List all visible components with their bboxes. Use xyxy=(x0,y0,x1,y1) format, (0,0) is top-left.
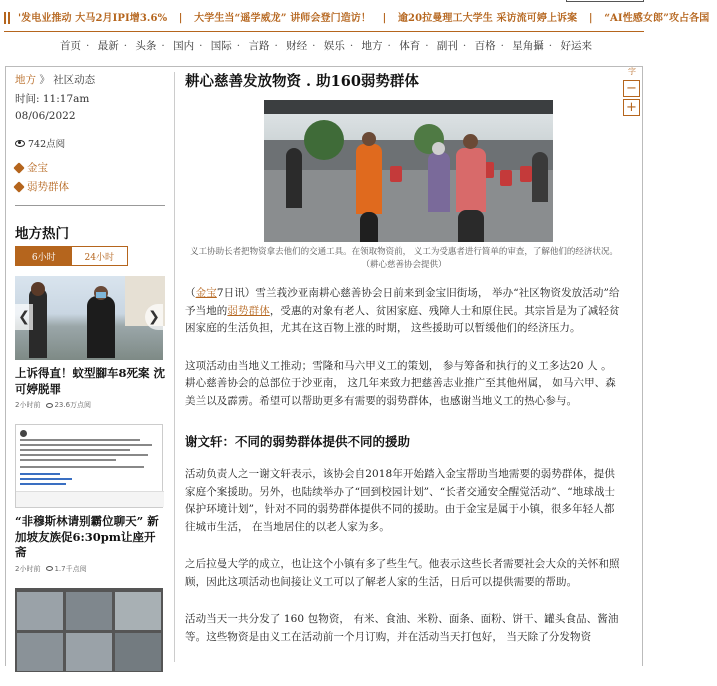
paragraph-text: （ xyxy=(185,287,196,299)
article-paragraph: 活动负责人之一谢文轩表示，该协会自2018年开始踏入金宝帮助当地需要的弱势群体，提供家庭个案援助。另外，也陆续举办了“回到校园计划”、“长者交通安全醒觉活动”、“地球战士保护环境计划”，针对不同的弱势群体提供不同的援助。由于金宝是属于小镇，很多年轻人都往城市生活， 在当地居住的以老人家为多。 xyxy=(185,468,616,533)
hot-item-headline[interactable]: 上诉得直！蚊型腳车8死案 沈可婷脱罪 xyxy=(15,366,166,396)
font-size-label: 字 xyxy=(628,67,636,76)
thumbnail-link-line xyxy=(20,483,66,485)
thumbnail-text-line xyxy=(20,459,116,461)
thumbnail-text-line xyxy=(20,439,140,441)
photo-person xyxy=(286,148,302,208)
thumbnail-figure-head xyxy=(31,282,45,296)
ticker-item[interactable]: 逾20拉曼理工大学生 采访流可婷上诉案 xyxy=(397,13,578,24)
hot-item-time: 2小时前 xyxy=(15,564,41,573)
tab-24-hours[interactable]: 24小时 xyxy=(84,252,114,263)
thumbnail-text-line xyxy=(20,454,148,456)
nav-item-baige[interactable]: 百格 xyxy=(474,40,496,52)
hot-item[interactable] xyxy=(15,424,165,574)
photo-chair xyxy=(500,170,512,186)
photo-tree xyxy=(304,120,344,160)
photo-person-legs xyxy=(360,212,378,242)
thumbnail-figure xyxy=(87,296,115,358)
tag-icon xyxy=(13,181,24,192)
tag-label[interactable]: 金宝 xyxy=(27,162,48,174)
nav-dot: · xyxy=(199,40,203,52)
eye-icon xyxy=(46,566,53,571)
nav-item-lucky[interactable]: 好运来 xyxy=(560,40,592,52)
nav-dot: · xyxy=(462,40,467,52)
nav-item-home[interactable]: 首页 xyxy=(60,40,82,52)
thumbnail-link-line xyxy=(20,473,60,475)
thumbnail-cctv-cell xyxy=(66,592,112,630)
photo-roof xyxy=(264,100,553,114)
photo-person-legs xyxy=(458,210,484,242)
nav-dot: · xyxy=(123,40,128,52)
font-size-tools xyxy=(623,66,641,116)
photo-person xyxy=(428,152,450,212)
nav-dot: · xyxy=(500,40,504,52)
article-paragraph xyxy=(185,285,623,338)
thumbnail-cctv-cell xyxy=(66,633,112,671)
ticker-separator: | xyxy=(382,13,387,24)
breadcrumb xyxy=(15,72,165,87)
ticker-track xyxy=(18,9,717,24)
tag-label[interactable]: 弱势群体 xyxy=(27,181,69,193)
hot-item[interactable] xyxy=(15,588,165,672)
nav-item-headlines[interactable]: 头条 xyxy=(135,40,157,52)
photo-person xyxy=(532,152,548,202)
thumbnail-link-line xyxy=(20,478,72,480)
thumbnail-text-line xyxy=(20,444,152,446)
thumbnail-cctv-cell xyxy=(17,592,63,630)
article xyxy=(185,72,623,646)
thumbnail-post-footer xyxy=(16,491,164,507)
nav-dot: · xyxy=(161,40,165,52)
photo-chair xyxy=(390,166,402,182)
article-title: 耕心慈善发放物资 . 助160弱势群体 xyxy=(185,73,419,90)
photo-person-volunteer xyxy=(356,144,382,214)
nav-item-international[interactable]: 国际 xyxy=(210,40,232,52)
nav-dot: · xyxy=(274,40,278,52)
font-increase-button[interactable]: + xyxy=(623,99,640,116)
nav-dot: · xyxy=(86,40,90,52)
nav-dot: · xyxy=(387,40,391,52)
publish-time: 时间: 11:17am xyxy=(15,93,90,105)
column-divider xyxy=(174,72,175,662)
hot-item-meta xyxy=(15,564,165,574)
nav-item-entertainment[interactable]: 娱乐 xyxy=(323,40,345,52)
breadcrumb-separator: 》 xyxy=(39,74,50,86)
hot-item-views-text: 1.7千点阅 xyxy=(54,564,87,573)
view-count-text: 742点阅 xyxy=(28,139,66,150)
nav-item-sports[interactable]: 体育 xyxy=(399,40,421,52)
photo-person-head xyxy=(362,132,376,146)
thumbnail-cctv-cell xyxy=(115,592,161,630)
thumbnail-text-line xyxy=(20,449,130,451)
photo-person-head xyxy=(463,134,478,149)
thumbnail-cctv-cell xyxy=(115,633,161,671)
sidebar-divider xyxy=(15,205,165,206)
photo-chair xyxy=(520,166,532,182)
ticker-divider xyxy=(4,31,644,32)
carousel-next-icon[interactable]: ❯ xyxy=(145,304,163,330)
thumbnail-post-header xyxy=(20,429,160,437)
hot-item-thumbnail[interactable] xyxy=(15,424,163,508)
nav-item-finance[interactable]: 财经 xyxy=(286,40,308,52)
pause-icon[interactable] xyxy=(4,9,10,21)
hot-item-views xyxy=(46,564,86,574)
ticker-separator: | xyxy=(178,13,183,24)
article-photo[interactable] xyxy=(264,100,553,242)
eye-icon xyxy=(46,403,53,408)
nav-item-latest[interactable]: 最新 xyxy=(97,40,119,52)
photo-person xyxy=(456,148,486,212)
nav-dot: · xyxy=(349,40,354,52)
hot-tabs xyxy=(15,246,128,266)
view-count xyxy=(15,136,165,150)
ticker-item[interactable]: '发电业推动 大马2月IPI增3.6% xyxy=(18,13,168,24)
font-decrease-button[interactable]: − xyxy=(623,80,640,97)
tag-list xyxy=(15,160,165,194)
hot-item[interactable] xyxy=(15,276,165,410)
tab-6-hours[interactable]: 6小时 xyxy=(16,247,72,265)
nav-dot: · xyxy=(425,40,429,52)
tag-item[interactable] xyxy=(15,160,165,175)
news-ticker xyxy=(0,6,710,26)
avatar xyxy=(20,430,27,437)
carousel-prev-icon[interactable]: ❮ xyxy=(15,304,33,330)
hot-section-title: 地方热门 xyxy=(15,226,69,242)
search-input[interactable] xyxy=(566,0,644,2)
photo-caption: 义工协助长者把物资拿去他们的交通工具。在领取物资前， 义工为受惠者进行简单的审查，了解他们的经济状况。（耕心慈善协会提供） xyxy=(190,247,618,270)
hot-item-meta xyxy=(15,400,165,410)
paragraph-text: ，受惠的对象有老人、贫困家庭、残障人士和原住民。其宗旨是为了减轻贫困家庭的生活负担，尤其在这百物上涨的时期， 这些援助可以暂缓他们的经济压力。 xyxy=(185,304,620,334)
eye-icon xyxy=(15,140,25,147)
nav-dot: · xyxy=(312,40,316,52)
tag-item[interactable] xyxy=(15,179,165,194)
nav-item-supplement[interactable]: 副刊 xyxy=(436,40,458,52)
nav-item-local[interactable]: 地方 xyxy=(361,40,383,52)
keyword-link[interactable]: 金宝 xyxy=(195,287,217,299)
article-subheading: 谢文轩：不同的弱势群体提供不同的援助 xyxy=(185,434,411,449)
breadcrumb-section[interactable]: 地方 xyxy=(15,74,36,86)
ticker-separator: | xyxy=(588,13,593,24)
article-paragraph: 活动当天一共分发了 160 包物资， 有米、食油、米粉、面条、面粉、饼干、罐头食品、酱油等。这些物资是由义工在活动前一个月订购，并在活动当天打包好， 当天除了分发物资 xyxy=(185,613,619,643)
breadcrumb-sub[interactable]: 社区动态 xyxy=(53,74,96,86)
thumbnail-text-line xyxy=(20,466,144,468)
nav-dot: · xyxy=(548,40,553,52)
hot-item-views-text: 23.6万点阅 xyxy=(54,401,92,409)
keyword-link[interactable]: 弱势群体 xyxy=(227,304,270,317)
hot-item-headline[interactable]: “非穆斯林请别霸位聊天” 新加坡友族促6:30pm让座开斋 xyxy=(15,514,159,559)
main-nav xyxy=(0,38,652,53)
nav-dot: · xyxy=(236,40,241,52)
publish-date: 08/06/2022 xyxy=(15,110,76,122)
nav-item-opinion[interactable]: 言路 xyxy=(248,40,270,52)
hot-item-views xyxy=(46,400,91,410)
hot-item-thumbnail[interactable] xyxy=(15,588,163,672)
ticker-item[interactable]: 大学生当“遥学威龙” 讲师会登门造访！ xyxy=(194,13,372,24)
photo-person-head xyxy=(432,142,445,155)
article-paragraph: 这项活动由当地义工推动；雪隆和马六甲义工的策划， 参与筹备和执行的义工多达20 人 。 耕心慈善协会的总部位于沙亚南， 这几年来致力把慈善志业推广至其他州属， 如马六甲、森美兰以及霹雳。希望可以帮助更多有需要的弱势群体，也感谢当地义工的热心参与。 xyxy=(185,359,616,407)
hot-item-thumbnail[interactable] xyxy=(15,276,163,360)
tag-icon xyxy=(13,162,24,173)
nav-item-star[interactable]: 星角攝 xyxy=(512,40,544,52)
hot-list xyxy=(15,276,165,672)
article-paragraph: 之后拉曼大学的成立，也让这个小镇有多了些生气。他表示这些长者需要社会大众的关怀和照顾，因此这项活动也间接让义工可以了解老人家的生活，日后可以提供需要的帮助。 xyxy=(185,558,620,588)
nav-item-national[interactable]: 国内 xyxy=(173,40,195,52)
thumbnail-cctv-cell xyxy=(17,633,63,671)
paragraph-text: 7日讯）雪兰莪沙亚南耕心慈善协会日前来到金宝旧街场， 举办“社区物资发放活动”给予当地的 xyxy=(185,287,620,317)
thumbnail-mask xyxy=(96,292,106,298)
sidebar xyxy=(15,72,165,686)
hot-item-time: 2小时前 xyxy=(15,401,41,409)
ticker-item[interactable]: “AI性感女郎”攻占各国 xyxy=(604,13,710,24)
